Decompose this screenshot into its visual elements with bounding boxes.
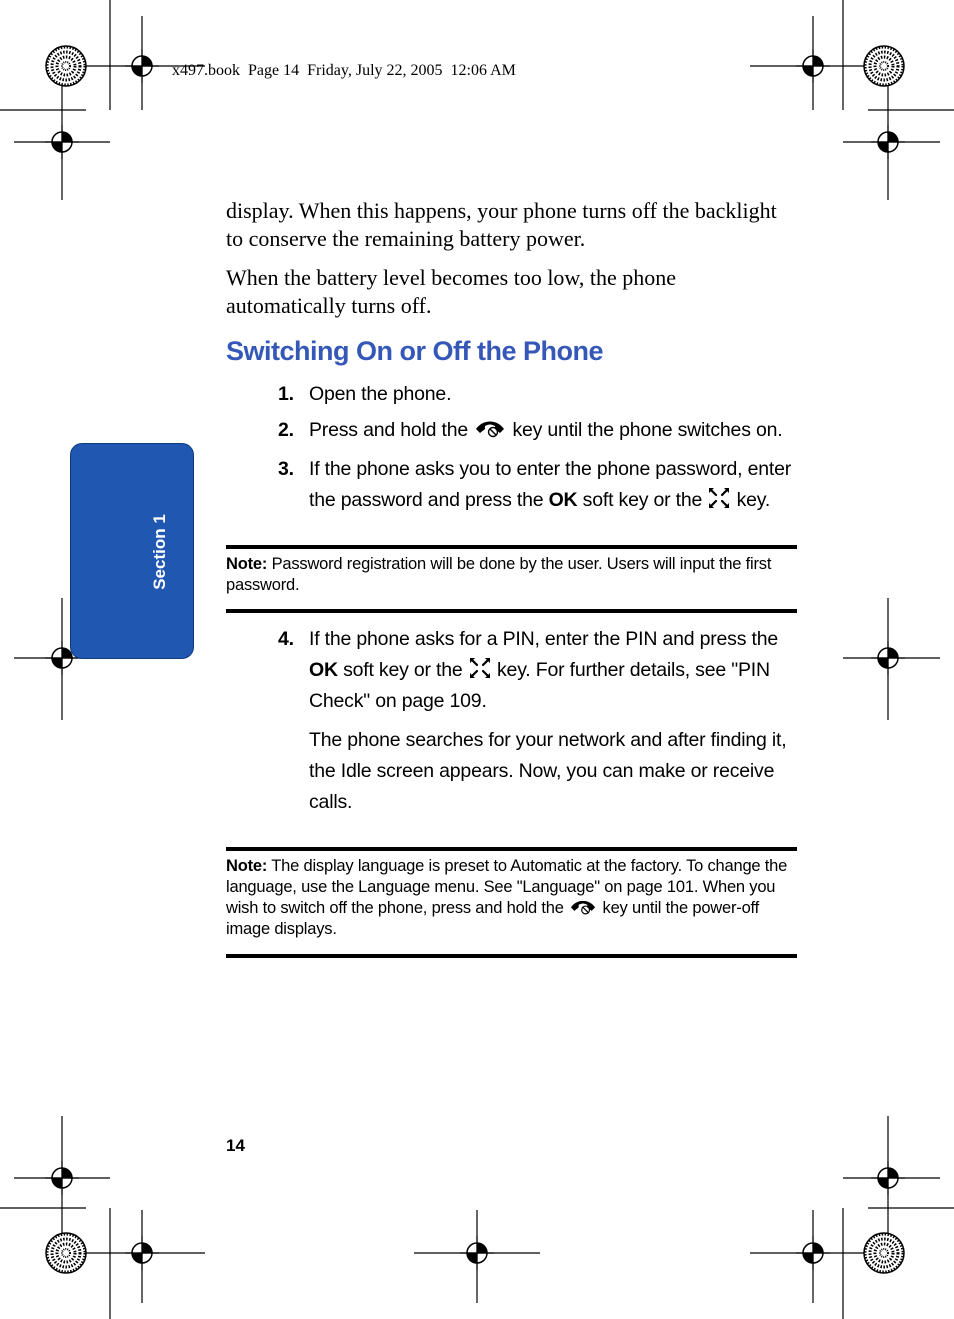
ok-soft-key-label: OK [309, 659, 338, 681]
note-2 [226, 856, 797, 939]
note-top-rule [226, 545, 797, 549]
step-text: If the phone asks you to enter the phone password, enter the password and press the OK soft key or the key. [309, 458, 792, 511]
step-text: Press and hold the key until the phone switches on. [309, 419, 783, 441]
note-1 [226, 554, 797, 595]
note-bottom-rule [226, 954, 797, 958]
intro-paragraph-2: When the battery level becomes too low, the phone automatically turns off. [226, 265, 677, 318]
step-number: 3. [278, 458, 294, 480]
step-text: If the phone asks for a PIN, enter the PIN and press the OK soft key or the key. For further details, see "PIN Check" on page 109. [309, 628, 778, 712]
step-number: 4. [278, 628, 294, 650]
page-number: 14 [226, 1136, 245, 1155]
navigation-key-icon [468, 657, 492, 679]
navigation-key-icon [707, 487, 731, 509]
note-text: The display language is preset to Automatic at the factory. To change the language, use the Language menu. See "Language" on page 101. When you wish to switch off the phone, press and hold the [226, 857, 788, 917]
phone-end-key-icon [568, 897, 598, 916]
step-number: 1. [278, 383, 294, 405]
note-text: Password registration will be done by the user. Users will input the first password. [226, 555, 772, 594]
section-heading: Switching On or Off the Phone [226, 336, 603, 366]
step-number: 2. [278, 419, 294, 441]
intro-paragraph-1: display. When this happens, your phone turns off the backlight to conserve the remaining battery power. [226, 198, 777, 251]
step-text: The phone searches for your network and after finding it, the Idle screen appears. Now, you can make or receive calls. [309, 729, 787, 813]
note-label: Note: [226, 555, 268, 573]
section-tab [70, 443, 194, 659]
section-tab-label: Section 1 [150, 514, 169, 590]
note-bottom-rule [226, 609, 797, 613]
step-text: Open the phone. [309, 383, 452, 405]
note-label: Note: [226, 857, 268, 875]
note-top-rule [226, 847, 797, 851]
phone-end-key-icon [473, 417, 507, 439]
ok-soft-key-label: OK [548, 489, 578, 511]
print-slug: x497.book Page 14 Friday, July 22, 2005 12:06 AM [172, 62, 516, 79]
note-text-end: key until the power-off image displays. [226, 899, 760, 938]
